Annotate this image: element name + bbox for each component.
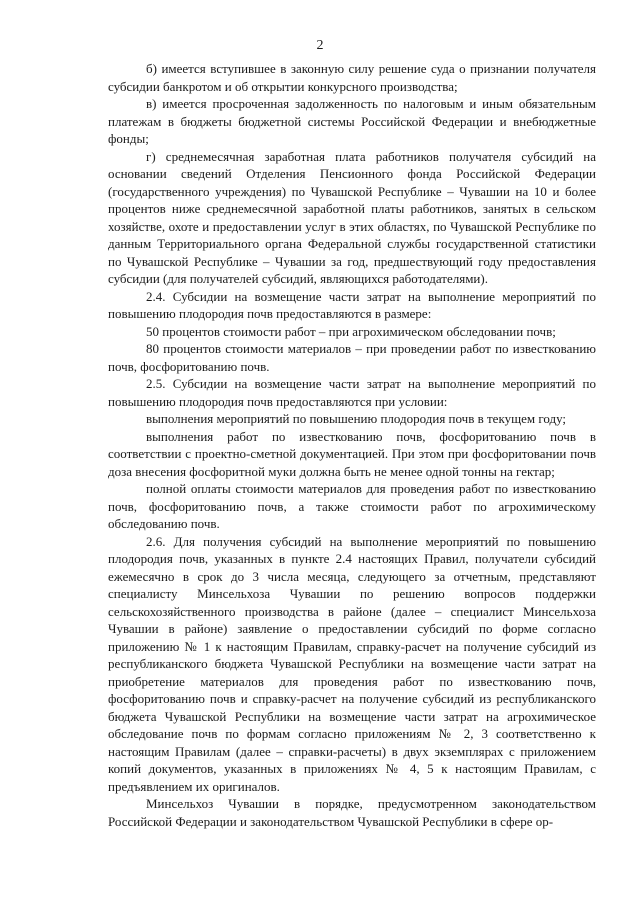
document-body: [108, 60, 596, 830]
paragraph-2-6: 2.6. Для получения субсидий на выполнение мероприятий по повышению плодородия почв, указанных в пункте 2.4 настоящих Правил, получатели субсидий ежемесячно в срок до 3 числа месяца, следующего за отчетным, представляют специалисту Минсельхоза Чувашии по решению вопросов поддержки сельскохозяйственного производства в районе (далее – специалист Минсельхоза Чувашии в районе) заявление о предоставлении субсидий по форме согласно приложению № 1 к настоящим Правилам, справку-расчет на получение субсидий из республиканского бюджета Чувашской Республики на возмещение части затрат на приобретение материалов для проведения работ по известкованию почв, фосфоритованию почв и справку-расчет на получение субсидий из республиканского бюджета Чувашской Республики на возмещение части затрат на агрохимическое обследование почв по формам согласно приложениям № 2, 3 соответственно к настоящим Правилам (далее – справки-расчеты) в двух экземплярах с приложением копий документов, указанных в приложениях № 4, 5 к настоящим Правилам, с предъявлением их оригиналов.: [108, 533, 596, 794]
page-number: 2: [316, 38, 324, 53]
paragraph-2-5-condition-design: выполнения работ по известкованию почв, фосфоритованию почв в соответствии с проектно-сметной документацией. При этом при фосфоритовании почв доза внесения фосфоритной муки должна быть не менее одной тонны на гектар;: [108, 428, 596, 479]
paragraph-item-b: б) имеется вступившее в законную силу решение суда о признании получателя субсидии банкротом и об открытии конкурсного производства;: [108, 61, 596, 94]
paragraph-2-4-rate-survey: 50 процентов стоимости работ – при агрохимическом обследовании почв;: [146, 323, 556, 339]
paragraph-item-v: в) имеется просроченная задолженность по налоговым и иным обязательным платежам в бюджеты бюджетной системы Российской Федерации и внебюджетные фонды;: [108, 96, 596, 146]
paragraph-2-4-rate-materials: 80 процентов стоимости материалов – при проведении работ по известкованию почв, фосфоритованию почв.: [108, 341, 596, 374]
paragraph-2-5-condition-current-year: выполнения мероприятий по повышению плодородия почв в текущем году;: [146, 411, 567, 426]
paragraph-2-5-condition-payment: полной оплаты стоимости материалов для проведения работ по известкованию почв, фосфоритованию почв, а также стоимости работ по агрохимическому обследованию почв.: [108, 481, 596, 531]
paragraph-item-g: г) среднемесячная заработная плата работников получателя субсидий на основании сведений Отделения Пенсионного фонда Российской Федерации (государственного учреждения) по Чувашской Республике – Чувашии на 10 и более процентов ниже среднемесячной заработной платы работников, занятых в сельском хозяйстве, охоте и предоставлении услуг в этих областях, по Чувашской Республике по данным Территориального органа Федеральной службы государственной статистики по Чувашской Республике – Чувашии за год, предшествующий году предоставления субсидии (для получателей субсидий, являющихся работодателями).: [108, 148, 596, 286]
paragraph-2-5: 2.5. Субсидии на возмещение части затрат на выполнение мероприятий по повышению плодородия почв предоставляются при условии:: [108, 376, 596, 409]
paragraph-2-4: 2.4. Субсидии на возмещение части затрат на выполнение мероприятий по повышению плодородия почв предоставляются в размере:: [108, 288, 596, 321]
paragraph-ministry: Минсельхоз Чувашии в порядке, предусмотренном законодательством Российской Федерации и законодательством Чувашской Республики в сфере ор-: [108, 796, 596, 829]
